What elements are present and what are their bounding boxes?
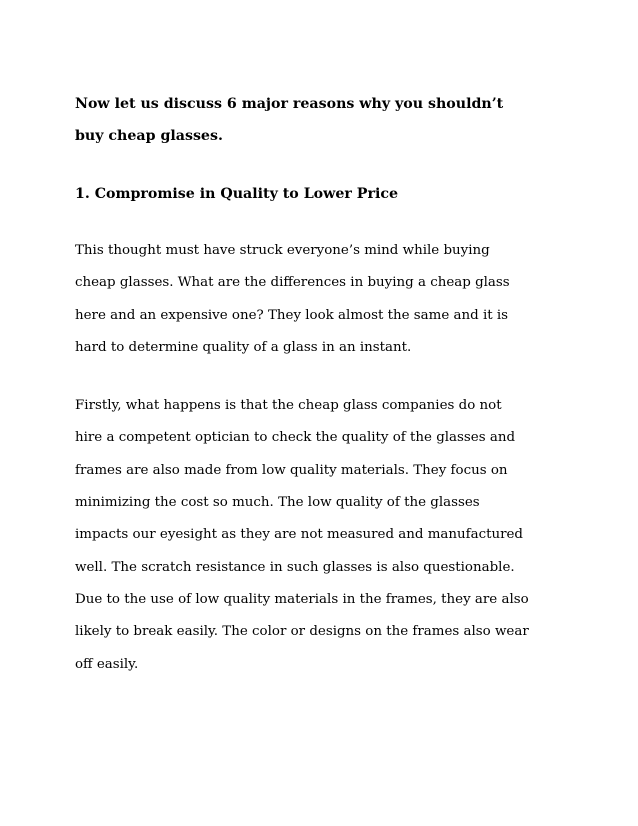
paragraph-line: here and an expensive one? They look almost the same and it is (75, 307, 509, 323)
paragraph-line: off easily. (75, 656, 139, 672)
section-title: 1. Compromise in Quality to Lower Price (75, 186, 399, 202)
intro-heading-line: Now let us discuss 6 major reasons why you shouldn’t (75, 96, 504, 112)
paragraph-line: Firstly, what happens is that the cheap glass companies do not (75, 398, 502, 414)
paragraph-line: Due to the use of low quality materials in the frames, they are also (75, 591, 529, 607)
paragraph-1 (75, 235, 575, 364)
paragraph-line: hard to determine quality of a glass in an instant. (75, 339, 412, 355)
paragraph-line: frames are also made from low quality materials. They focus on (75, 462, 508, 478)
intro-heading (75, 88, 575, 152)
document-content (75, 88, 575, 681)
paragraph-line: well. The scratch resistance in such glasses is also questionable. (75, 559, 515, 575)
paragraph-line: cheap glasses. What are the differences in buying a cheap glass (75, 275, 510, 291)
paragraph-line: This thought must have struck everyone’s mind while buying (75, 243, 490, 258)
paragraph-line: hire a competent optician to check the quality of the glasses and (75, 430, 516, 446)
paragraph-line: likely to break easily. The color or designs on the frames also wear (75, 624, 529, 640)
paragraph-line: impacts our eyesight as they are not measured and manufactured (75, 527, 524, 543)
paragraph-line: minimizing the cost so much. The low quality of the glasses (75, 495, 480, 511)
paragraph-2 (75, 390, 575, 681)
intro-heading-line: buy cheap glasses. (75, 128, 223, 144)
